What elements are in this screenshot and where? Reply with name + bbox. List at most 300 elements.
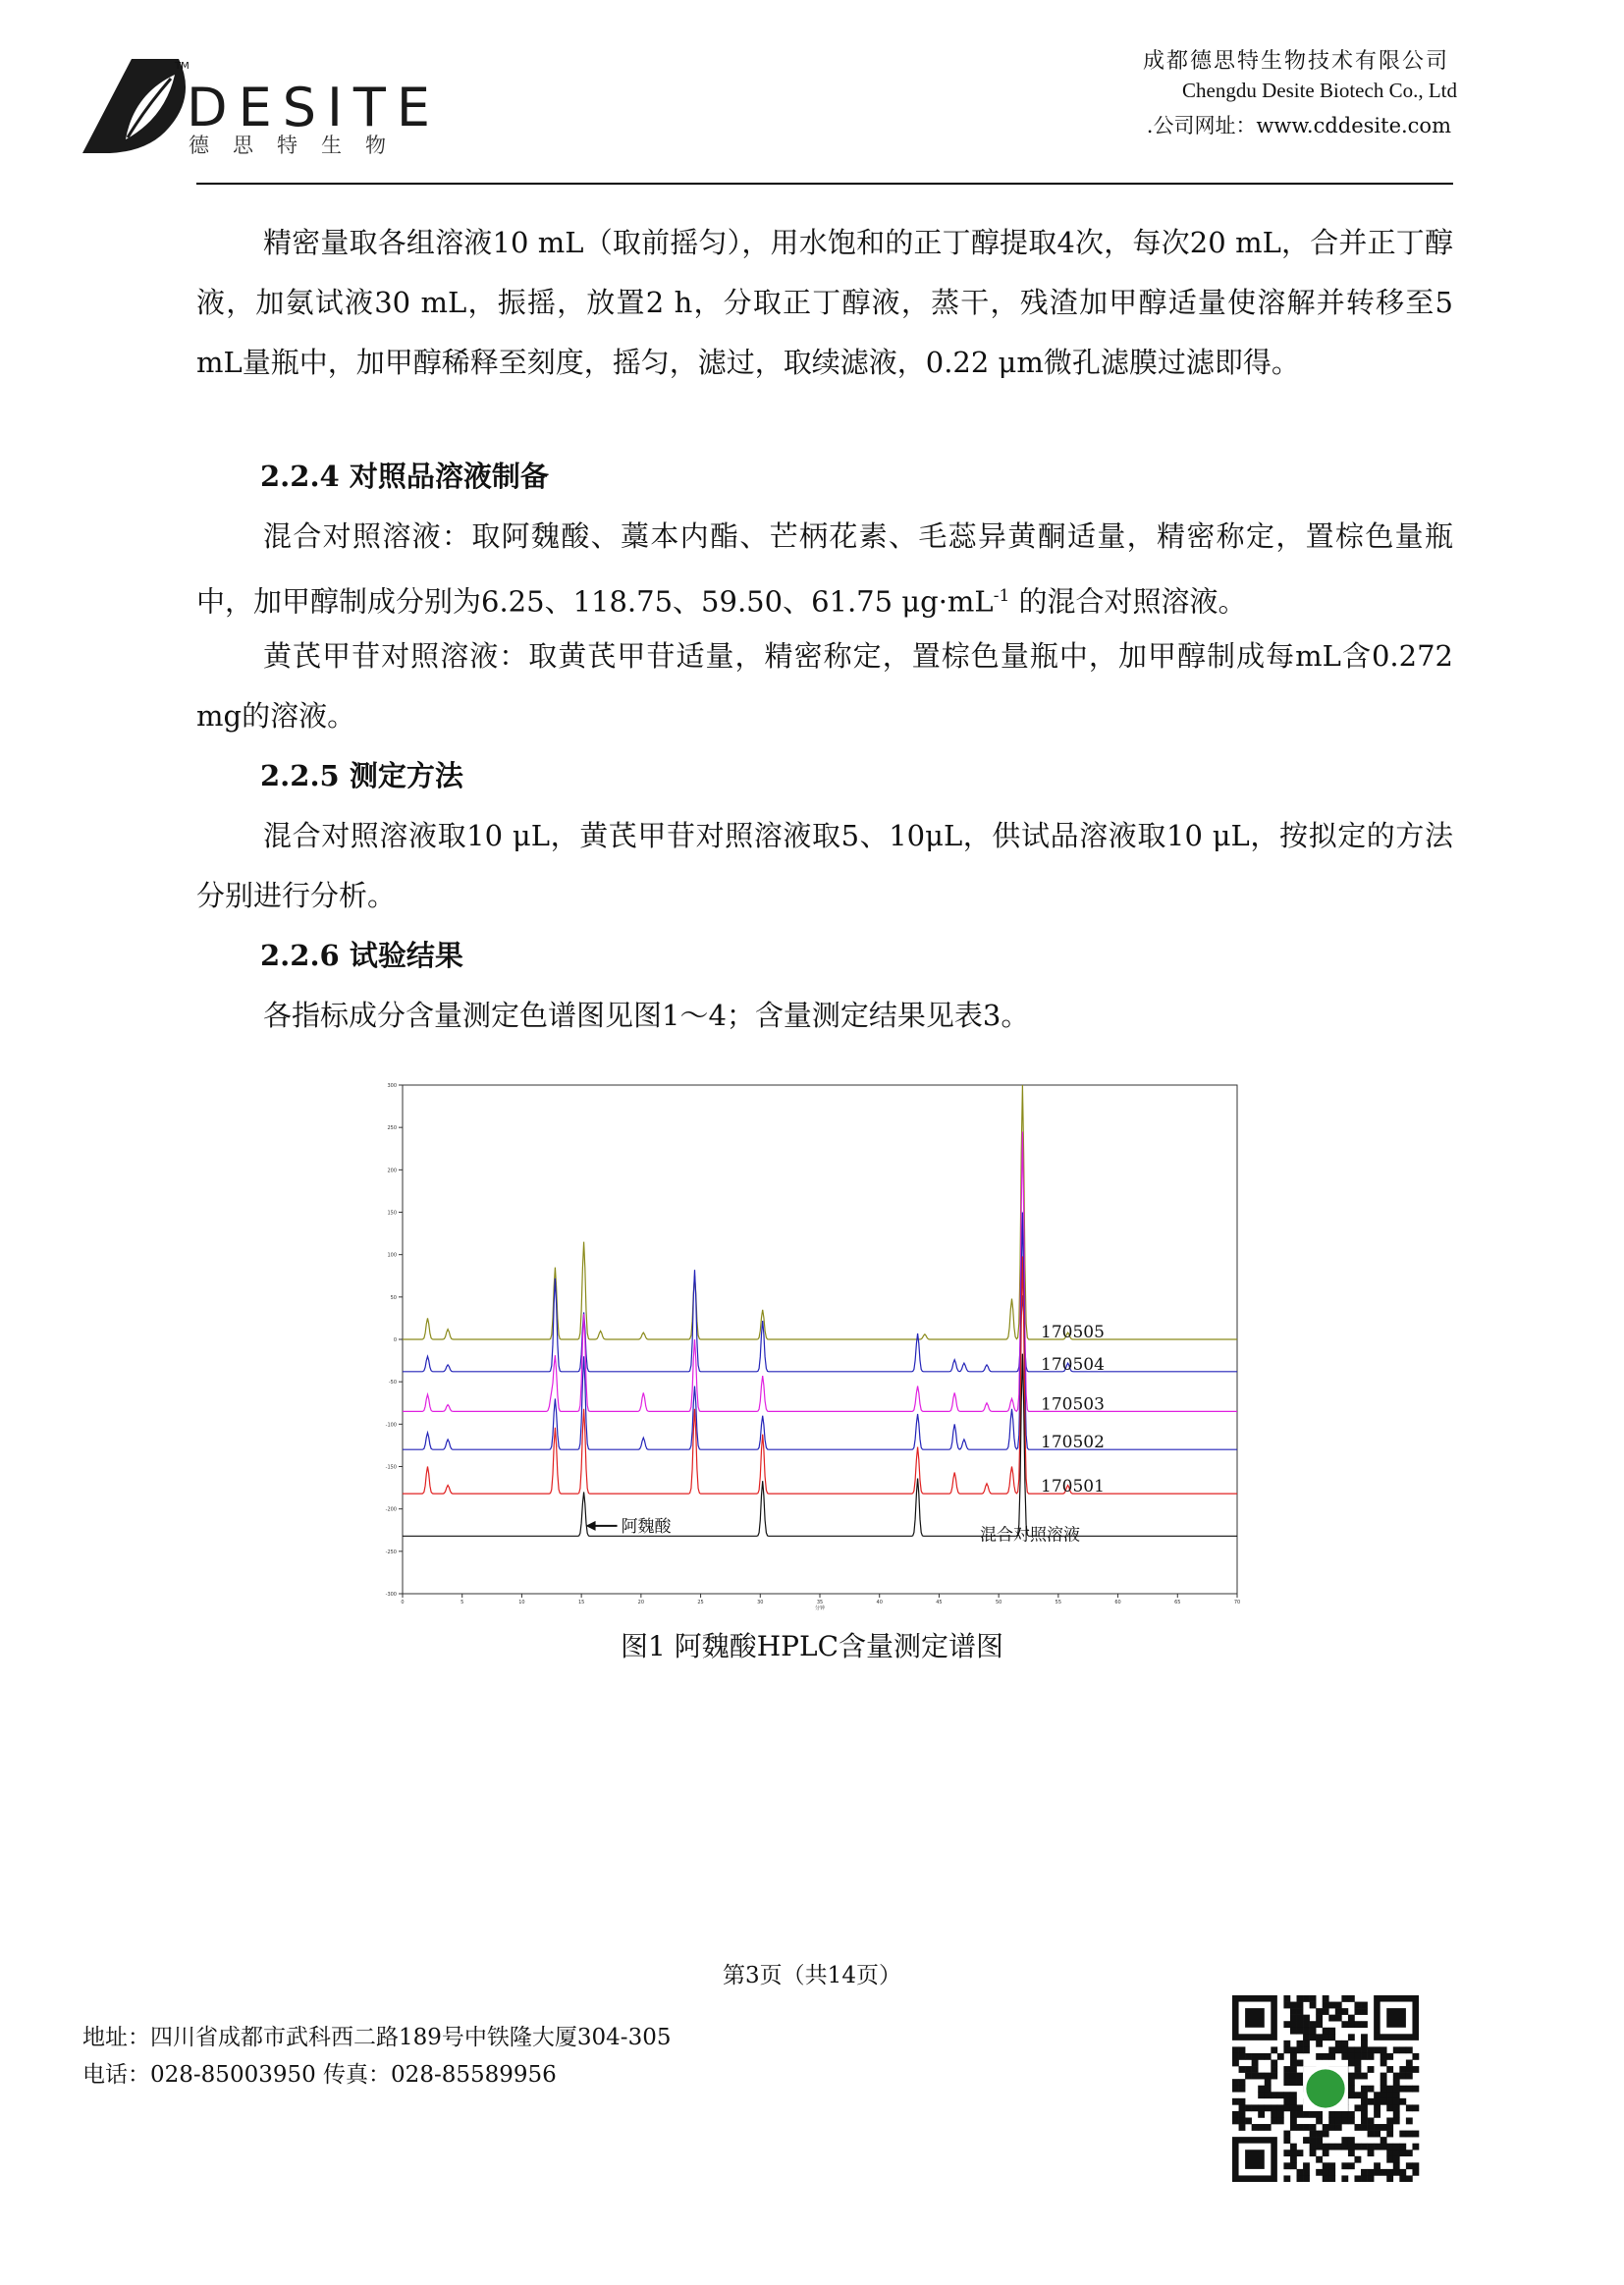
qr-module [1323, 2169, 1329, 2176]
x-tick-label: 5 [460, 1600, 464, 1605]
qr-module [1303, 2169, 1310, 2176]
paragraph-results [196, 986, 1453, 1046]
qr-module [1361, 2073, 1368, 2080]
qr-module [1361, 2008, 1368, 2015]
qr-module [1290, 2079, 1297, 2086]
qr-module [1361, 2053, 1368, 2060]
qr-module [1406, 2104, 1413, 2111]
qr-module [1323, 2034, 1329, 2040]
qr-module [1290, 2015, 1297, 2022]
qr-module [1303, 2015, 1310, 2022]
qr-module [1303, 2162, 1310, 2169]
qr-module [1239, 2117, 1246, 2124]
qr-module [1368, 2169, 1375, 2176]
qr-module [1310, 2021, 1317, 2028]
qr-module [1245, 2073, 1252, 2080]
qr-module [1297, 2002, 1304, 2009]
qr-module [1399, 2149, 1406, 2156]
qr-module [1374, 2124, 1380, 2131]
qr-module [1245, 2053, 1252, 2060]
qr-module [1354, 2092, 1361, 2098]
qr-module [1393, 2111, 1400, 2118]
qr-module [1386, 2053, 1393, 2060]
qr-module [1348, 2092, 1355, 2098]
x-tick-label: 35 [816, 1600, 824, 1605]
qr-module [1341, 2040, 1348, 2047]
qr-code [1215, 1995, 1436, 2182]
qr-module [1328, 2015, 1335, 2022]
qr-module [1368, 2117, 1375, 2124]
qr-module [1271, 2046, 1277, 2053]
series-label: 混合对照溶液 [980, 1525, 1080, 1546]
qr-module [1348, 2086, 1355, 2093]
qr-module [1297, 2111, 1304, 2118]
paragraph-text: 精密量取各组溶液10 mL（取前摇匀），用水饱和的正丁醇提取4次，每次20 mL，合并正丁醇液，加氨试液30 mL，振摇，放置2 h，分取正丁醇液，蒸干，残渣加甲醇适量使溶解并转移至5 mL量瓶中，加甲醇稀释至刻度，摇匀，滤过，取续滤液，0.22 μm微孔滤膜过滤即得。 [196, 226, 1453, 379]
paragraph-text-end: 的混合对照溶液。 [1018, 584, 1247, 619]
qr-module [1368, 2131, 1375, 2138]
x-axis-label: 分钟 [814, 1605, 826, 1610]
qr-module [1290, 2008, 1297, 2015]
series-label: 170503 [1041, 1394, 1105, 1415]
qr-module [1380, 2060, 1387, 2067]
hplc-chromatogram [383, 1075, 1286, 1610]
qr-module [1361, 2144, 1368, 2150]
y-tick-label: -300 [385, 1592, 397, 1598]
qr-module [1277, 2117, 1284, 2124]
qr-module [1303, 2137, 1310, 2144]
qr-module [1341, 2021, 1348, 2028]
qr-module [1297, 2060, 1304, 2067]
qr-module [1412, 2066, 1419, 2073]
qr-module [1368, 2098, 1375, 2105]
qr-module [1290, 2002, 1297, 2009]
qr-module [1406, 2175, 1413, 2182]
qr-module [1335, 2117, 1342, 2124]
qr-module [1283, 2040, 1290, 2047]
qr-module [1271, 2073, 1277, 2080]
qr-module [1283, 2098, 1290, 2105]
qr-module [1297, 2079, 1304, 2086]
paragraph-mixed-reference [196, 507, 1453, 632]
qr-module [1412, 2162, 1419, 2169]
qr-code-icon [1215, 1995, 1436, 2182]
qr-module [1348, 2079, 1355, 2086]
qr-module [1323, 2162, 1329, 2169]
qr-module [1328, 2175, 1335, 2182]
qr-module [1283, 2137, 1290, 2144]
qr-module [1297, 2040, 1304, 2047]
qr-module [1399, 2066, 1406, 2073]
qr-module [1310, 2137, 1317, 2144]
qr-module [1232, 2111, 1239, 2118]
qr-module [1290, 2144, 1297, 2150]
qr-module [1393, 2162, 1400, 2169]
y-tick-label: 100 [387, 1252, 397, 1259]
qr-module [1303, 2046, 1310, 2053]
qr-module [1271, 2092, 1277, 2098]
qr-module [1386, 2149, 1393, 2156]
qr-finder-center [1245, 2008, 1265, 2028]
qr-module [1380, 2053, 1387, 2060]
qr-module [1341, 2144, 1348, 2150]
qr-module [1283, 2021, 1290, 2028]
qr-module [1341, 2008, 1348, 2015]
qr-module [1252, 2066, 1259, 2073]
qr-module [1368, 2144, 1375, 2150]
paragraph-extraction [196, 213, 1453, 393]
footer-address: 地址：四川省成都市武科西二路189号中铁隆大厦304-305 [82, 2025, 672, 2050]
qr-module [1412, 2104, 1419, 2111]
series-label: 170501 [1041, 1477, 1105, 1497]
qr-module [1290, 2046, 1297, 2053]
qr-module [1341, 1995, 1348, 2002]
qr-module [1323, 2028, 1329, 2035]
qr-module [1245, 2104, 1252, 2111]
qr-module [1328, 2046, 1335, 2053]
qr-module [1399, 2169, 1406, 2176]
qr-module [1252, 2073, 1259, 2080]
qr-module [1341, 2111, 1348, 2118]
y-tick-label: 50 [390, 1294, 397, 1301]
qr-module [1386, 2098, 1393, 2105]
qr-module [1283, 2149, 1290, 2156]
company-name-cn: 成都德思特生物技术有限公司 [1142, 49, 1449, 74]
qr-module [1277, 2111, 1284, 2118]
qr-module [1297, 2149, 1304, 2156]
qr-module [1354, 2046, 1361, 2053]
qr-module [1393, 2149, 1400, 2156]
qr-module [1406, 2073, 1413, 2080]
qr-module [1290, 2066, 1297, 2073]
qr-module [1393, 2098, 1400, 2105]
qr-module [1271, 2117, 1277, 2124]
qr-module [1386, 2086, 1393, 2093]
qr-module [1348, 2034, 1355, 2040]
x-tick-label: 70 [1233, 1600, 1241, 1605]
qr-module [1335, 2002, 1342, 2009]
qr-module [1393, 2104, 1400, 2111]
figure-caption: 图1 阿魏酸HPLC含量测定谱图 [621, 1630, 1003, 1662]
qr-module [1290, 2117, 1297, 2124]
qr-module [1252, 2124, 1259, 2131]
superscript: -1 [993, 586, 1010, 606]
paragraph-text: 混合对照溶液：取阿魏酸、藁本内酯、芒柄花素、毛蕊异黄酮适量，精密称定，置棕色量瓶中，加甲醇制成分别为6.25、118.75、59.50、61.75 μg·mL [196, 519, 1453, 619]
qr-module [1303, 2028, 1310, 2035]
qr-module [1393, 2079, 1400, 2086]
qr-module [1393, 2117, 1400, 2124]
qr-module [1348, 2111, 1355, 2118]
qr-module [1316, 2015, 1323, 2022]
qr-module [1354, 2104, 1361, 2111]
qr-module [1258, 2111, 1265, 2118]
qr-module [1399, 2098, 1406, 2105]
qr-module [1283, 1995, 1290, 2002]
qr-module [1232, 2060, 1239, 2067]
qr-module [1368, 2149, 1375, 2156]
qr-module [1361, 2046, 1368, 2053]
x-tick-label: 30 [757, 1600, 764, 1605]
section-heading-2-2-4: 2.2.4 对照品溶液制备 [260, 460, 549, 493]
qr-module [1328, 2117, 1335, 2124]
qr-module [1328, 2162, 1335, 2169]
qr-module [1374, 2098, 1380, 2105]
page-number: 第3页（共14页） [723, 1963, 901, 1988]
qr-module [1323, 2131, 1329, 2138]
qr-module [1368, 2066, 1375, 2073]
qr-module [1239, 2066, 1246, 2073]
qr-module [1283, 2002, 1290, 2009]
qr-module [1303, 2175, 1310, 2182]
qr-module [1252, 2060, 1259, 2067]
qr-module [1328, 2169, 1335, 2176]
qr-module [1277, 2092, 1284, 2098]
qr-module [1393, 2086, 1400, 2093]
qr-module [1406, 2131, 1413, 2138]
qr-module [1341, 2175, 1348, 2182]
header-divider [196, 183, 1453, 185]
qr-module [1297, 2124, 1304, 2131]
qr-module [1361, 2111, 1368, 2118]
qr-module [1361, 2169, 1368, 2176]
qr-module [1239, 2098, 1246, 2105]
qr-module [1380, 2086, 1387, 2093]
qr-module [1323, 2149, 1329, 2156]
qr-module [1303, 2021, 1310, 2028]
qr-module [1303, 2111, 1310, 2118]
qr-module [1361, 2034, 1368, 2040]
qr-module [1354, 2060, 1361, 2067]
qr-module [1354, 2073, 1361, 2080]
qr-module [1335, 2015, 1342, 2022]
qr-module [1258, 2092, 1265, 2098]
qr-module [1412, 2131, 1419, 2138]
qr-module [1323, 2053, 1329, 2060]
y-tick-label: 0 [393, 1337, 397, 1343]
chromatogram-svg [383, 1075, 1286, 1610]
qr-module [1399, 2086, 1406, 2093]
qr-module [1290, 2156, 1297, 2163]
qr-module [1283, 2046, 1290, 2053]
qr-module [1406, 2086, 1413, 2093]
qr-module [1265, 2073, 1272, 2080]
qr-module [1393, 2046, 1400, 2053]
qr-module [1316, 2169, 1323, 2176]
qr-module [1374, 2111, 1380, 2118]
qr-module [1310, 1995, 1317, 2002]
section-heading-2-2-5: 2.2.5 测定方法 [260, 759, 463, 792]
qr-module [1361, 2175, 1368, 2182]
qr-module [1303, 2124, 1310, 2131]
logo-wordmark: DESITE [187, 77, 442, 138]
qr-module [1380, 2098, 1387, 2105]
qr-module [1316, 2117, 1323, 2124]
qr-module [1374, 2092, 1380, 2098]
y-tick-label: -50 [388, 1380, 397, 1387]
qr-module [1283, 2162, 1290, 2169]
qr-module [1361, 2002, 1368, 2009]
qr-module [1297, 2175, 1304, 2182]
paragraph-astragaloside-reference [196, 626, 1453, 746]
qr-module [1354, 2008, 1361, 2015]
qr-module [1283, 2079, 1290, 2086]
qr-module [1303, 2040, 1310, 2047]
qr-module [1303, 2034, 1310, 2040]
x-tick-label: 65 [1174, 1600, 1181, 1605]
qr-module [1361, 2104, 1368, 2111]
qr-module [1348, 2117, 1355, 2124]
logo-subtitle: 德思特生物 [189, 134, 409, 157]
qr-module [1297, 2169, 1304, 2176]
qr-module [1374, 2046, 1380, 2053]
qr-module [1271, 2104, 1277, 2111]
qr-module [1348, 2162, 1355, 2169]
qr-module [1361, 2117, 1368, 2124]
qr-module [1239, 2053, 1246, 2060]
qr-module [1386, 2169, 1393, 2176]
qr-badge-icon [1306, 2069, 1344, 2107]
qr-module [1393, 2092, 1400, 2098]
qr-module [1393, 2169, 1400, 2176]
qr-module [1393, 2073, 1400, 2080]
qr-module [1290, 2104, 1297, 2111]
chromatogram-trace [403, 1270, 1237, 1372]
qr-module [1290, 2111, 1297, 2118]
qr-module [1374, 2169, 1380, 2176]
qr-module [1290, 2073, 1297, 2080]
series-label: 170505 [1041, 1323, 1105, 1342]
qr-module [1239, 2124, 1246, 2131]
series-label: 170502 [1041, 1433, 1105, 1453]
qr-module [1271, 2060, 1277, 2067]
section-heading-2-2-6: 2.2.6 试验结果 [260, 939, 463, 972]
paragraph-text: 各指标成分含量测定色谱图见图1～4；含量测定结果见表3。 [263, 999, 1030, 1032]
paragraph-text: 混合对照溶液取10 μL，黄芪甲苷对照溶液取5、10μL，供试品溶液取10 μL，按拟定的方法分别进行分析。 [196, 819, 1453, 912]
qr-module [1335, 2124, 1342, 2131]
qr-module [1380, 2144, 1387, 2150]
qr-module [1290, 2162, 1297, 2169]
qr-module [1239, 2111, 1246, 2118]
qr-module [1328, 2002, 1335, 2009]
qr-module [1310, 2144, 1317, 2150]
qr-module [1368, 2086, 1375, 2093]
y-tick-label: -250 [385, 1549, 397, 1555]
qr-module [1297, 2015, 1304, 2022]
qr-module [1348, 2015, 1355, 2022]
qr-module [1258, 2124, 1265, 2131]
qr-finder-center [1386, 2008, 1406, 2028]
qr-module [1412, 2086, 1419, 2093]
qr-module [1245, 2066, 1252, 2073]
qr-module [1265, 2053, 1272, 2060]
qr-module [1380, 2073, 1387, 2080]
qr-module [1232, 2086, 1239, 2093]
x-tick-label: 10 [518, 1600, 525, 1605]
qr-module [1310, 2028, 1317, 2035]
qr-module [1348, 2073, 1355, 2080]
qr-module [1316, 2111, 1323, 2118]
y-tick-label: 200 [387, 1168, 397, 1174]
qr-module [1297, 1995, 1304, 2002]
qr-module [1258, 2086, 1265, 2093]
qr-module [1328, 2144, 1335, 2150]
qr-finder-center [1245, 2149, 1265, 2169]
series-label: 170504 [1041, 1354, 1105, 1375]
qr-module [1239, 2079, 1246, 2086]
qr-module [1290, 2098, 1297, 2105]
qr-module [1374, 2162, 1380, 2169]
qr-module [1283, 2104, 1290, 2111]
qr-module [1399, 2175, 1406, 2182]
qr-module [1239, 2104, 1246, 2111]
annotation-label: 阿魏酸 [621, 1516, 672, 1537]
qr-module [1232, 2117, 1239, 2124]
qr-module [1290, 2092, 1297, 2098]
qr-module [1399, 2144, 1406, 2150]
qr-module [1380, 2092, 1387, 2098]
qr-module [1265, 2086, 1272, 2093]
qr-module [1335, 2144, 1342, 2150]
qr-module [1328, 2034, 1335, 2040]
company-name-en: Chengdu Desite Biotech Co., Ltd [1182, 79, 1457, 102]
y-tick-label: 300 [387, 1083, 397, 1089]
qr-module [1361, 2124, 1368, 2131]
y-tick-label: -200 [385, 1506, 397, 1513]
qr-module [1348, 1995, 1355, 2002]
qr-module [1386, 2144, 1393, 2150]
qr-module [1354, 2021, 1361, 2028]
qr-module [1252, 2104, 1259, 2111]
qr-module [1265, 2092, 1272, 2098]
qr-module [1316, 2137, 1323, 2144]
qr-module [1380, 2137, 1387, 2144]
qr-module [1297, 2073, 1304, 2080]
qr-module [1406, 2149, 1413, 2156]
chromatogram-trace [403, 1213, 1237, 1453]
qr-module [1386, 2104, 1393, 2111]
y-tick-label: -150 [385, 1464, 397, 1471]
qr-module [1412, 2144, 1419, 2150]
qr-module [1316, 2144, 1323, 2150]
qr-module [1232, 2098, 1239, 2105]
qr-module [1277, 2053, 1284, 2060]
qr-module [1348, 2144, 1355, 2150]
qr-module [1380, 2169, 1387, 2176]
qr-module [1361, 2092, 1368, 2098]
x-tick-label: 60 [1114, 1600, 1121, 1605]
qr-module [1386, 2131, 1393, 2138]
qr-module [1341, 2117, 1348, 2124]
qr-module [1297, 2021, 1304, 2028]
qr-module [1393, 2156, 1400, 2163]
qr-module [1368, 2175, 1375, 2182]
x-tick-label: 40 [876, 1600, 883, 1605]
chromatogram-trace [403, 1132, 1237, 1415]
qr-module [1232, 2053, 1239, 2060]
qr-module [1290, 2060, 1297, 2067]
qr-module [1328, 2124, 1335, 2131]
qr-module [1290, 2028, 1297, 2035]
qr-module [1290, 2053, 1297, 2060]
qr-module [1310, 2149, 1317, 2156]
qr-module [1399, 2131, 1406, 2138]
qr-module [1406, 2060, 1413, 2067]
qr-module [1354, 2156, 1361, 2163]
qr-module [1297, 2104, 1304, 2111]
x-tick-label: 25 [697, 1600, 704, 1605]
x-tick-label: 45 [936, 1600, 943, 1605]
qr-module [1374, 2144, 1380, 2150]
x-tick-label: 55 [1055, 1600, 1062, 1605]
